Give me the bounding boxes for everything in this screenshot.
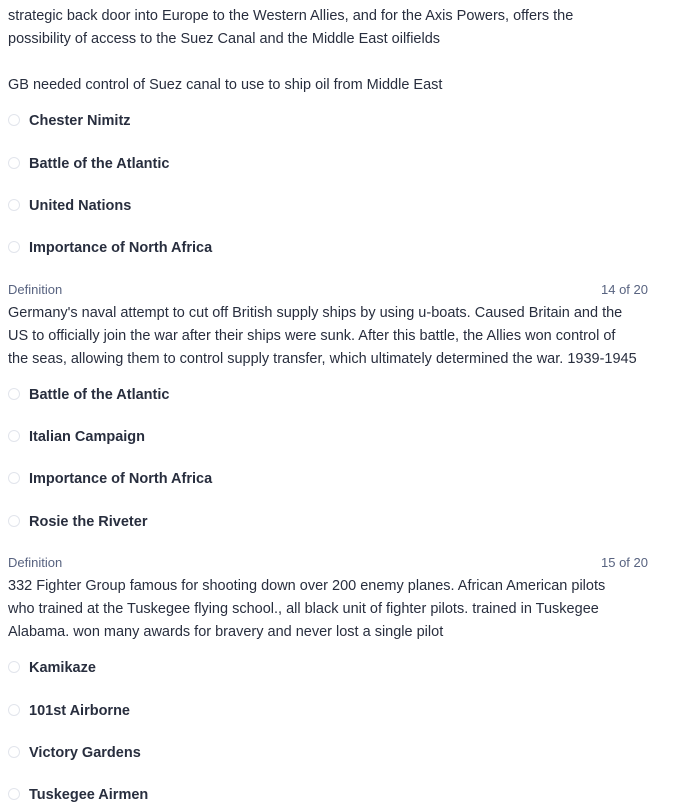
- answer-option-label: Importance of North Africa: [29, 471, 213, 487]
- answer-option[interactable]: [8, 701, 408, 723]
- radio-button[interactable]: [8, 788, 20, 800]
- definition-text: [8, 5, 638, 51]
- question-counter: 15 of 20: [601, 555, 648, 570]
- definition-line: the seas, allowing them to control supply transfer, which ultimately determined the war. 1939-1945: [8, 351, 637, 367]
- radio-button[interactable]: [8, 157, 20, 169]
- definition-label: Definition: [8, 282, 63, 297]
- answer-option-label: United Nations: [29, 198, 132, 214]
- answer-option[interactable]: [8, 196, 408, 218]
- question-header: [8, 555, 648, 573]
- radio-button[interactable]: [8, 241, 20, 253]
- answer-option-label: Victory Gardens: [29, 745, 141, 761]
- radio-button[interactable]: [8, 388, 20, 400]
- definition-line: Germany's naval attempt to cut off British supply ships by using u-boats. Caused Britain and the: [8, 305, 623, 321]
- radio-button[interactable]: [8, 746, 20, 758]
- answer-option[interactable]: [8, 154, 408, 176]
- definition-line: strategic back door into Europe to the Western Allies, and for the Axis Powers, offers the: [8, 8, 574, 24]
- definition-line: US to officially join the war after their ships were sunk. After this battle, the Allies won control of: [8, 328, 616, 344]
- answer-option-label: Italian Campaign: [29, 429, 146, 445]
- radio-button[interactable]: [8, 199, 20, 211]
- answer-option[interactable]: [8, 111, 408, 133]
- radio-button[interactable]: [8, 472, 20, 484]
- radio-button[interactable]: [8, 430, 20, 442]
- answer-option[interactable]: [8, 658, 408, 680]
- answer-option[interactable]: [8, 238, 408, 260]
- answer-option-label: Importance of North Africa: [29, 240, 213, 256]
- answer-option[interactable]: [8, 427, 408, 449]
- definition-line: GB needed control of Suez canal to use to ship oil from Middle East: [8, 77, 443, 93]
- radio-button[interactable]: [8, 114, 20, 126]
- answer-option-label: Battle of the Atlantic: [29, 156, 170, 172]
- definition-label: Definition: [8, 555, 63, 570]
- definition-line: 332 Fighter Group famous for shooting down over 200 enemy planes. African American pilots: [8, 578, 606, 594]
- radio-button[interactable]: [8, 515, 20, 527]
- question-header: [8, 282, 648, 300]
- answer-option[interactable]: [8, 512, 408, 534]
- answer-option[interactable]: [8, 385, 408, 407]
- answer-option-label: Chester Nimitz: [29, 113, 131, 129]
- answer-option-label: 101st Airborne: [29, 703, 130, 719]
- answer-option[interactable]: [8, 785, 408, 807]
- radio-button[interactable]: [8, 704, 20, 716]
- answer-option-label: Rosie the Riveter: [29, 514, 148, 530]
- definition-line: who trained at the Tuskegee flying school., all black unit of fighter pilots. trained in Tuskegee: [8, 601, 599, 617]
- radio-button[interactable]: [8, 661, 20, 673]
- question-counter: 14 of 20: [601, 282, 648, 297]
- definition-line: possibility of access to the Suez Canal and the Middle East oilfields: [8, 31, 441, 47]
- definition-note: [8, 74, 638, 97]
- answer-option[interactable]: [8, 743, 408, 765]
- answer-option-label: Battle of the Atlantic: [29, 387, 170, 403]
- definition-text: [8, 575, 638, 644]
- definition-text: [8, 302, 638, 371]
- answer-option[interactable]: [8, 469, 408, 491]
- definition-line: Alabama. won many awards for bravery and never lost a single pilot: [8, 624, 444, 640]
- answer-option-label: Kamikaze: [29, 660, 96, 676]
- answer-option-label: Tuskegee Airmen: [29, 787, 149, 803]
